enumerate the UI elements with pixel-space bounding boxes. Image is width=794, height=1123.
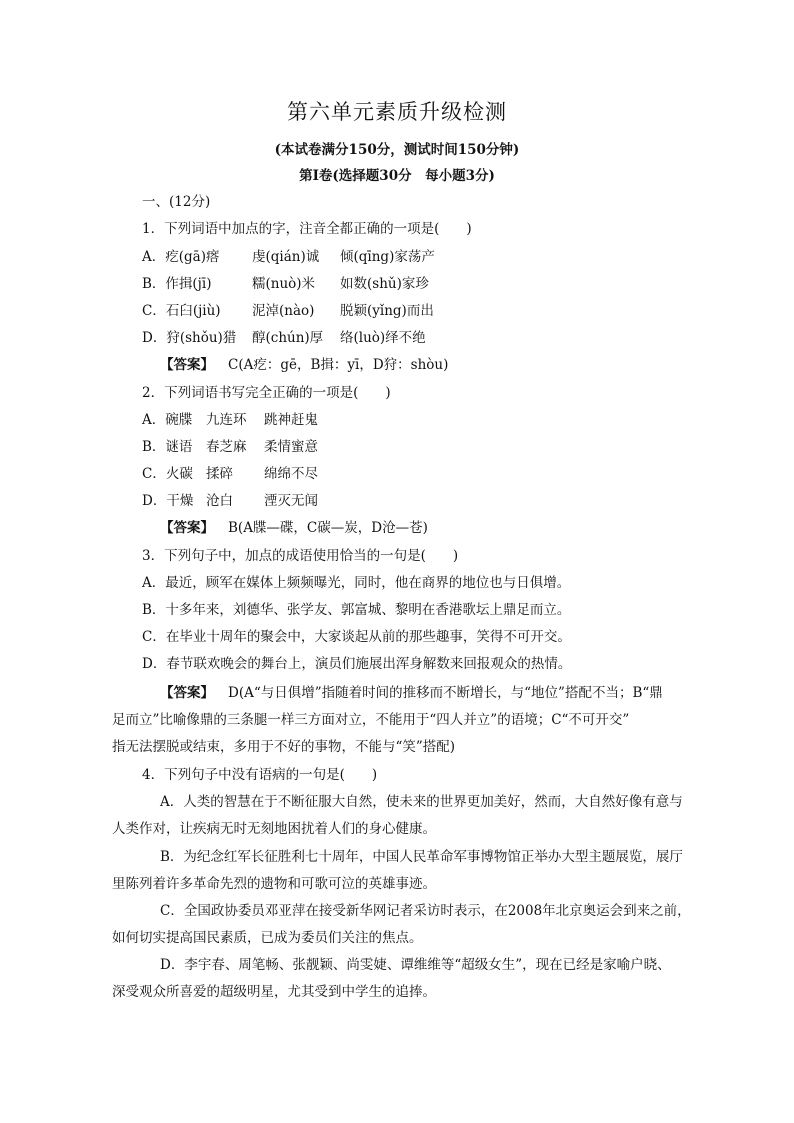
option-word: 络(luò)绎不绝 [340, 330, 426, 346]
option-word: 湮灭无闻 [264, 493, 318, 509]
option-word: 春芝麻 [206, 439, 247, 455]
question-2-option-c [142, 465, 318, 483]
question-2-option-a [142, 411, 318, 429]
option-word: D．干燥 [142, 493, 194, 509]
option-word: C．火碳 [142, 466, 193, 482]
answer-tag: 【答案】 [160, 520, 214, 536]
option-word: 醇(chún)厚 [252, 330, 324, 346]
question-4-option-b-line-2: 里陈列着许多革命先烈的遗物和可歌可泣的英雄事迹。 [112, 876, 436, 892]
question-3-answer-line-3: 指无法摆脱或结束，多用于不好的事物，不能与“笑”搭配) [112, 739, 456, 755]
option-word: 倾(qīng)家荡产 [340, 249, 435, 265]
page-title: 第六单元素质升级检测 [287, 100, 507, 124]
exam-info: (本试卷满分150分，测试时间150分钟) [274, 142, 520, 158]
option-word: 泥淖(nào) [252, 303, 315, 319]
option-word: A．碗牒 [142, 412, 193, 428]
question-1-option-d [142, 329, 426, 347]
question-4-option-c-line-2: 如何切实提高国民素质，已成为委员们关注的焦点。 [112, 930, 423, 946]
option-word: A．疙(gā)瘩 [142, 249, 220, 265]
question-2-option-b [142, 438, 318, 456]
question-3-option-b: B．十多年来，刘德华、张学友、郭富城、黎明在香港歌坛上鼎足而立。 [142, 602, 571, 618]
question-3-option-a: A．最近，顾军在媒体上频频曝光，同时，他在商界的地位也与日俱增。 [142, 575, 571, 591]
question-4-option-d: D．李宇春、周笔畅、张靓颖、尚雯婕、谭维维等“超级女生”，现在已经是家喻户晓、 [160, 957, 671, 973]
question-2-answer [160, 519, 428, 537]
answer-text: D(A“与日俱增”指随着时间的推移而不断增长，与“地位”搭配不当；B“鼎 [228, 685, 663, 701]
question-3-option-d: D．春节联欢晚会的舞台上，演员们施展出浑身解数来回报观众的热情。 [142, 656, 572, 672]
question-1-option-a [142, 248, 435, 266]
question-1-option-b [142, 275, 429, 293]
option-word: 脱颖(yǐng)而出 [340, 303, 434, 319]
question-4-option-c: C．全国政协委员邓亚萍在接受新华网记者采访时表示，在2008年北京奥运会到来之前， [160, 903, 691, 919]
question-4-option-a-line-2: 人类作对，让疾病无时无刻地困扰着人们的身心健康。 [112, 821, 436, 837]
question-4-stem: 4．下列句子中没有语病的一句是( ) [142, 767, 378, 783]
section-heading: 第Ⅰ卷(选择题30分 每小题3分) [299, 168, 495, 184]
option-word: 绵绵不尽 [264, 466, 318, 482]
option-word: 跳神赶鬼 [264, 412, 318, 428]
option-word: 糯(nuò)米 [252, 276, 316, 292]
question-3-stem: 3．下列句子中，加点的成语使用恰当的一句是( ) [142, 548, 459, 564]
question-2-option-d [142, 492, 318, 510]
answer-tag: 【答案】 [160, 685, 214, 701]
option-word: B．谜语 [142, 439, 193, 455]
question-3-option-c: C．在毕业十周年的聚会中，大家谈起从前的那些趣事，笑得不可开交。 [142, 629, 571, 645]
option-word: C．石臼(jiù) [142, 303, 221, 319]
option-word: 如数(shǔ)家珍 [340, 276, 429, 292]
question-4-option-d-line-2: 深受观众所喜爱的超级明星，尤其受到中学生的追捧。 [112, 984, 436, 1000]
option-word: B．作揖(jī) [142, 276, 212, 292]
question-4-option-b: B．为纪念红军长征胜利七十周年，中国人民革命军事博物馆正举办大型主题展览，展厅 [160, 849, 683, 865]
question-3-answer [160, 684, 663, 702]
answer-text: B(A牒—碟，C碳—炭，D沧—苍) [228, 520, 428, 536]
option-word: 九连环 [206, 412, 247, 428]
part-heading: 一、(12分) [142, 194, 211, 210]
question-2-stem: 2．下列词语书写完全正确的一项是( ) [142, 385, 391, 401]
answer-tag: 【答案】 [160, 357, 214, 373]
question-4-option-a: A．人类的智慧在于不断征服大自然，使未来的世界更加美好，然而，大自然好像有意与 [160, 794, 683, 810]
option-word: 虔(qián)诚 [252, 249, 320, 265]
option-word: 揉碎 [206, 466, 233, 482]
question-1-option-c [142, 302, 434, 320]
question-3-answer-line-2: 足而立”比喻像鼎的三条腿一样三方面对立，不能用于“四人并立”的语境；C“不可开交” [112, 712, 630, 728]
option-word: 柔情蜜意 [264, 439, 318, 455]
question-1-stem: 1．下列词语中加点的字，注音全都正确的一项是( ) [142, 221, 472, 237]
answer-text: C(A疙：gē，B揖：yī，D狩：shòu) [228, 357, 449, 373]
question-1-answer [160, 356, 448, 374]
option-word: D．狩(shǒu)猎 [142, 330, 237, 346]
option-word: 沧白 [206, 493, 233, 509]
